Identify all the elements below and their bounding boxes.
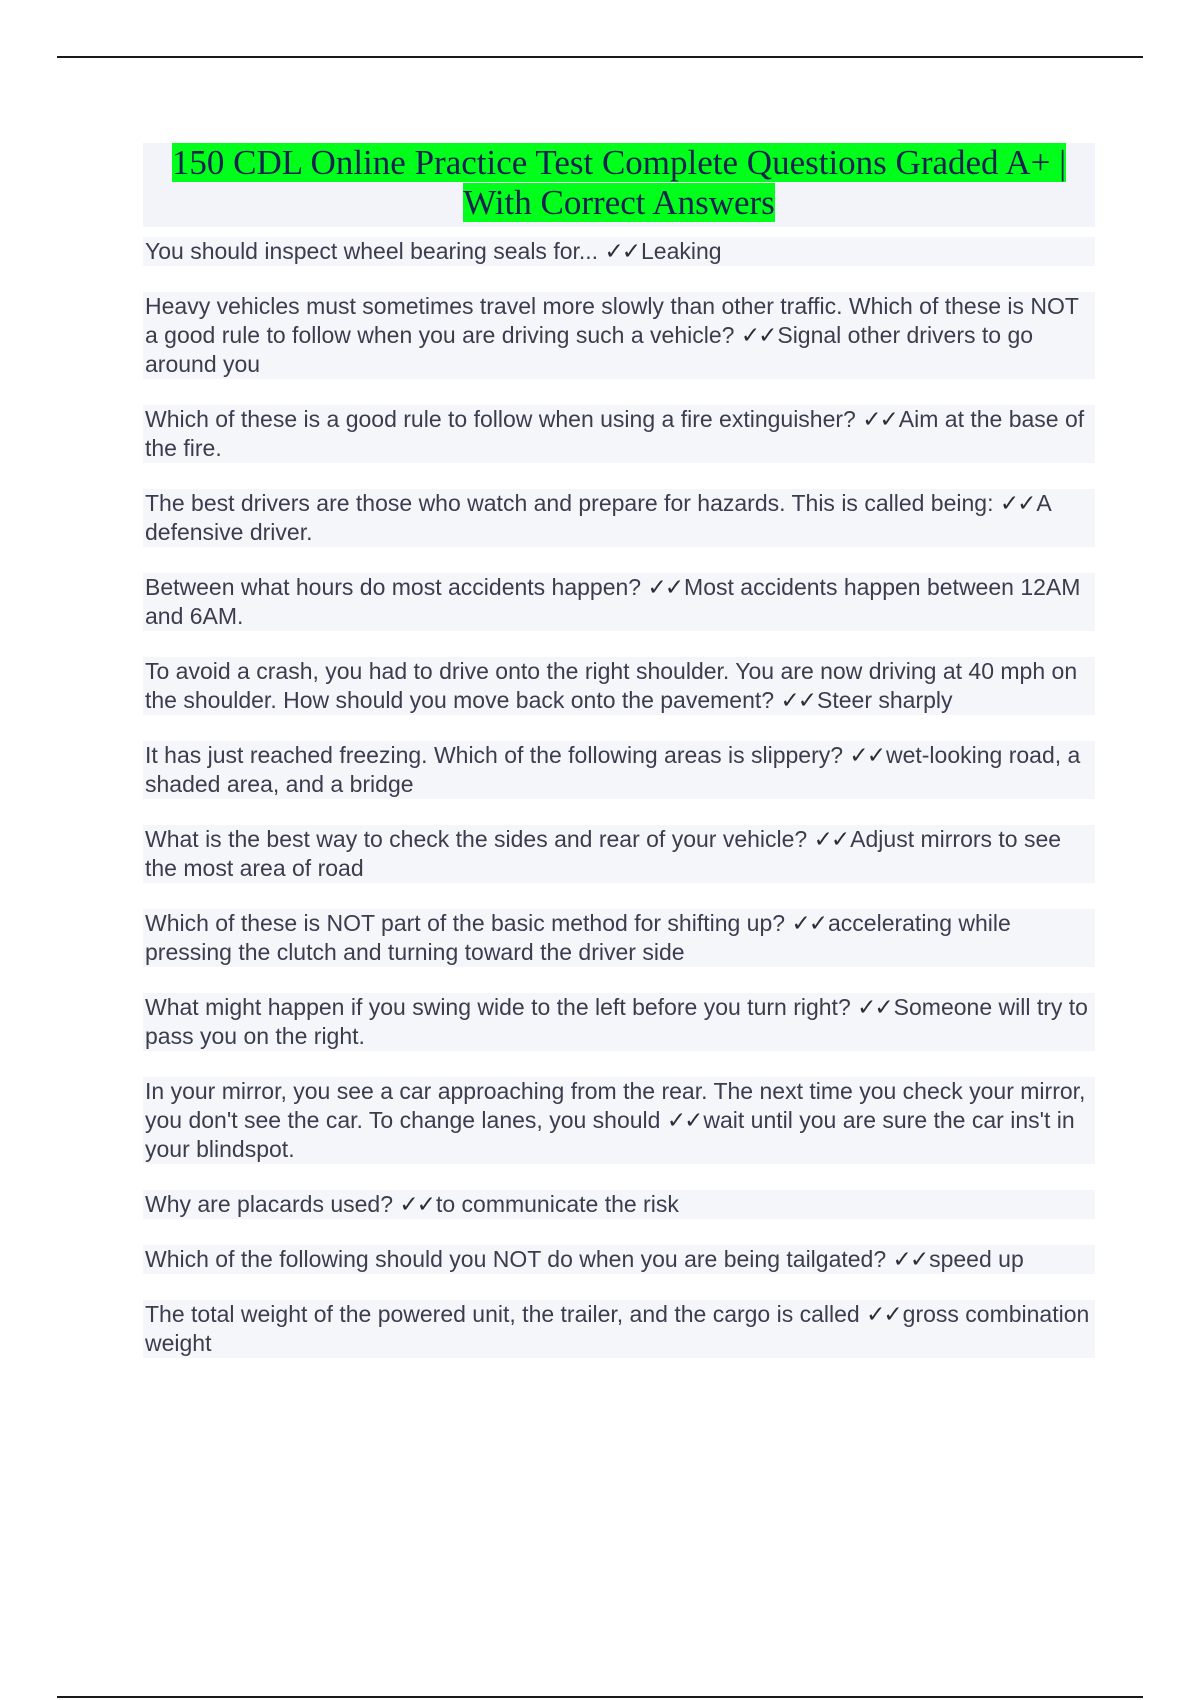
answer-text: A defensive driver. [145, 490, 1051, 545]
question-item [143, 489, 1095, 547]
question-text: Which of these is a good rule to follow when using a fire extinguisher? [145, 406, 856, 432]
answer-text: accelerating while pressing the clutch and turning toward the driver side [145, 910, 1011, 965]
question-text: Which of the following should you NOT do when you are being tailgated? [145, 1246, 887, 1272]
check-mark-icon: ✓✓ [791, 910, 826, 936]
question-text: You should inspect wheel bearing seals for... [145, 238, 599, 264]
question-item [143, 1077, 1095, 1164]
question-text: The best drivers are those who watch and prepare for hazards. This is called being: [145, 490, 994, 516]
question-item [143, 292, 1095, 379]
check-mark-icon: ✓✓ [780, 687, 816, 713]
check-mark-icon: ✓✓ [666, 1107, 702, 1133]
question-item [143, 573, 1095, 631]
answer-text: Leaking [641, 238, 722, 264]
document-body [143, 143, 1095, 1384]
bottom-rule [57, 1696, 1143, 1698]
answer-text: Aim at the base of the fire. [145, 406, 1085, 461]
check-mark-icon: ✓✓ [866, 1301, 901, 1327]
check-mark-icon: ✓✓ [740, 322, 776, 348]
question-text: What is the best way to check the sides and rear of your vehicle? [145, 826, 808, 852]
question-item [143, 1190, 1095, 1219]
question-text: Heavy vehicles must sometimes travel more slowly than other traffic. Which of these is NOT a good rule to follow when you are driving such a vehicle? [145, 293, 1079, 348]
question-item [143, 1245, 1095, 1274]
answer-text: Steer sharply [817, 687, 953, 713]
question-item [143, 1300, 1095, 1358]
answer-text: wait until you are sure the car ins't in your blindspot. [145, 1107, 1075, 1162]
question-item [143, 405, 1095, 463]
question-text: Between what hours do most accidents happen? [145, 574, 642, 600]
answer-text: speed up [929, 1246, 1024, 1272]
check-mark-icon: ✓✓ [813, 826, 849, 852]
question-text: It has just reached freezing. Which of the following areas is slippery? [145, 742, 844, 768]
question-item [143, 657, 1095, 715]
check-mark-icon: ✓✓ [892, 1246, 928, 1272]
question-text: In your mirror, you see a car approaching from the rear. The next time you check your mirror, you don't see the car. To change lanes, you should [145, 1078, 1086, 1133]
check-mark-icon: ✓✓ [862, 406, 897, 432]
question-text: The total weight of the powered unit, the trailer, and the cargo is called [145, 1301, 860, 1327]
check-mark-icon: ✓✓ [647, 574, 683, 600]
check-mark-icon: ✓✓ [999, 490, 1035, 516]
answer-text: Signal other drivers to go around you [145, 322, 1034, 377]
question-text: What might happen if you swing wide to the left before you turn right? [145, 994, 851, 1020]
document-title: 150 CDL Online Practice Test Complete Questions Graded A+ | With Correct Answers [171, 143, 1067, 222]
answer-text: gross combination weight [145, 1301, 1090, 1356]
answer-text: wet-looking road, a shaded area, and a bridge [145, 742, 1081, 797]
check-mark-icon: ✓✓ [849, 742, 884, 768]
check-mark-icon: ✓✓ [399, 1191, 434, 1217]
question-text: Why are placards used? [145, 1191, 394, 1217]
top-rule [57, 56, 1143, 58]
question-item [143, 993, 1095, 1051]
question-item [143, 909, 1095, 967]
question-item [143, 237, 1095, 266]
answer-text: to communicate the risk [435, 1191, 679, 1217]
question-item [143, 741, 1095, 799]
check-mark-icon: ✓✓ [604, 238, 639, 264]
question-item [143, 825, 1095, 883]
check-mark-icon: ✓✓ [857, 994, 892, 1020]
question-text: To avoid a crash, you had to drive onto the right shoulder. You are now driving at 40 mph on the shoulder. How should you move back onto the pavement? [145, 658, 1078, 713]
question-text: Which of these is NOT part of the basic method for shifting up? [145, 910, 786, 936]
question-list [143, 237, 1095, 1358]
title-block [143, 143, 1095, 227]
answer-text: Most accidents happen between 12AM and 6AM. [145, 574, 1081, 629]
answer-text: Someone will try to pass you on the right. [145, 994, 1088, 1049]
answer-text: Adjust mirrors to see the most area of road [145, 826, 1062, 881]
